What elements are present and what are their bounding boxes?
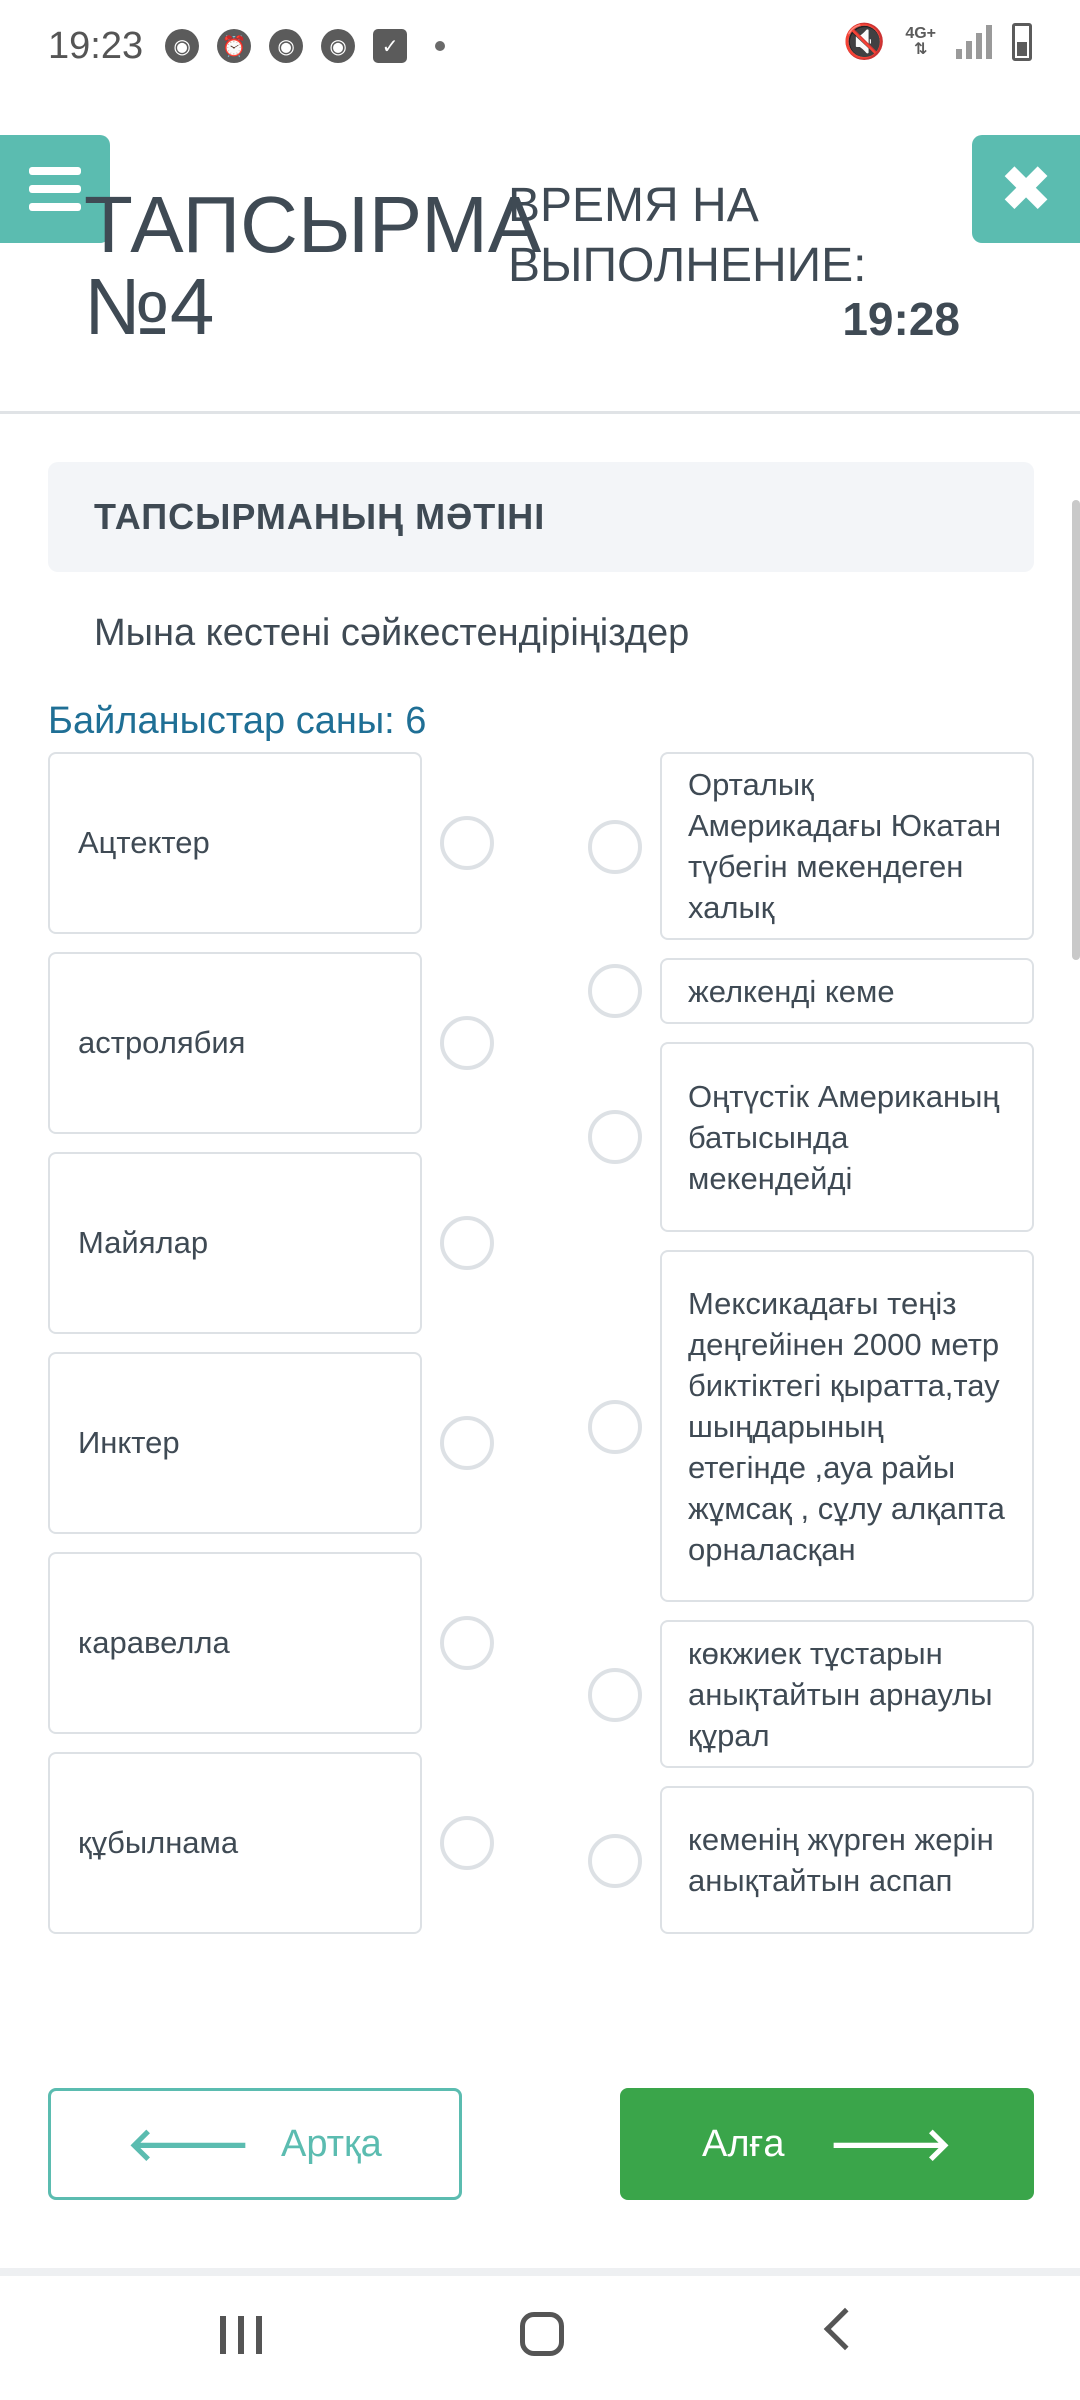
match-left-item[interactable]: [48, 1152, 422, 1334]
match-right-label: Мексикадағы теңіз деңгейінен 2000 метр биктіктегі қыратта,тау шыңдарының етегінде ,ауа райы жұмсақ , сұлу алқапта орналасқан: [688, 1285, 1005, 1567]
recents-icon[interactable]: [220, 2316, 262, 2354]
left-connector-radio[interactable]: [440, 816, 494, 870]
left-connector-radio[interactable]: [440, 1016, 494, 1070]
page-header: [0, 92, 1080, 414]
hamburger-icon: [29, 167, 81, 175]
right-connector-radio[interactable]: [588, 1400, 642, 1454]
match-left-item[interactable]: [48, 1552, 422, 1734]
time-label: ВРЕМЯ НА ВЫПОЛНЕНИЕ:: [508, 179, 867, 292]
right-connector-radio[interactable]: [588, 1110, 642, 1164]
right-connector-radio[interactable]: [588, 820, 642, 874]
home-icon[interactable]: [520, 2312, 564, 2356]
match-left-label: каравелла: [78, 1625, 230, 1660]
system-icons: [843, 22, 1032, 62]
match-right-label: кеменің жүрген жерін анықтайтын аспап: [688, 1822, 994, 1898]
page-title: ТАПСЫРМА №4: [84, 180, 542, 351]
notification-icons: [165, 29, 445, 63]
network-type: 4G+ ⇅: [905, 25, 936, 58]
task-text-header: ТАПСЫРМАНЫҢ МӘТІНІ: [48, 462, 1034, 572]
match-left-label: Ацтектер: [78, 825, 210, 860]
match-right-label: Орталық Америкадағы Юкатан түбегін мекендеген халық: [688, 767, 1002, 925]
check-icon: ✓: [373, 29, 407, 63]
back-button-label: Артқа: [281, 2122, 382, 2165]
match-right-item[interactable]: [660, 752, 1034, 940]
more-notifications-dot: [435, 41, 445, 51]
match-left-item[interactable]: [48, 752, 422, 934]
battery-icon: [1012, 23, 1032, 61]
time-value: 19:28: [842, 293, 960, 345]
chrome-icon: ◉: [165, 29, 199, 63]
right-connector-radio[interactable]: [588, 1834, 642, 1888]
match-left-label: Майялар: [78, 1225, 209, 1260]
android-nav-bar: [0, 2276, 1080, 2400]
match-right-item[interactable]: [660, 1042, 1034, 1232]
alarm-icon: ⏰: [217, 29, 251, 63]
left-connector-radio[interactable]: [440, 1416, 494, 1470]
back-nav-icon[interactable]: [824, 2308, 866, 2350]
right-connector-radio[interactable]: [588, 964, 642, 1018]
next-button-label: Алға: [702, 2122, 785, 2165]
match-right-label: көкжиек тұстарын анықтайтын арнаулы құрал: [688, 1635, 993, 1753]
chrome-icon: ◉: [269, 29, 303, 63]
arrow-left-icon: 🡐: [127, 2118, 251, 2170]
left-connector-radio[interactable]: [440, 1616, 494, 1670]
arrow-right-icon: 🡒: [828, 2118, 952, 2170]
status-bar: [0, 0, 1080, 92]
match-left-label: құбылнама: [78, 1825, 239, 1860]
match-left-label: астролябия: [78, 1025, 246, 1060]
match-right-item[interactable]: [660, 1620, 1034, 1768]
match-right-label: Оңтүстік Американың батысында мекендейді: [688, 1078, 1000, 1196]
match-left-label: Инктер: [78, 1425, 180, 1460]
right-connector-radio[interactable]: [588, 1668, 642, 1722]
match-right-label: желкенді кеме: [688, 973, 895, 1009]
mute-icon: 🔇: [842, 23, 886, 61]
close-button[interactable]: [972, 135, 1080, 243]
left-connector-radio[interactable]: [440, 1816, 494, 1870]
status-time: 19:23: [48, 24, 144, 67]
next-button[interactable]: [620, 2088, 1034, 2200]
match-right-item[interactable]: [660, 1250, 1034, 1602]
match-left-item[interactable]: [48, 1752, 422, 1934]
close-icon: ✖: [999, 152, 1053, 225]
match-right-item[interactable]: [660, 958, 1034, 1024]
match-right-item[interactable]: [660, 1786, 1034, 1934]
scrollbar[interactable]: [1072, 500, 1080, 960]
connections-count: Байланыстар саны: 6: [48, 700, 427, 742]
signal-icon: [956, 25, 992, 59]
chrome-icon: ◉: [321, 29, 355, 63]
match-left-item[interactable]: [48, 952, 422, 1134]
nav-divider: [0, 2268, 1080, 2276]
match-left-item[interactable]: [48, 1352, 422, 1534]
left-connector-radio[interactable]: [440, 1216, 494, 1270]
task-instruction: Мына кестені сәйкестендіріңіздер: [94, 612, 690, 654]
back-button[interactable]: [48, 2088, 462, 2200]
